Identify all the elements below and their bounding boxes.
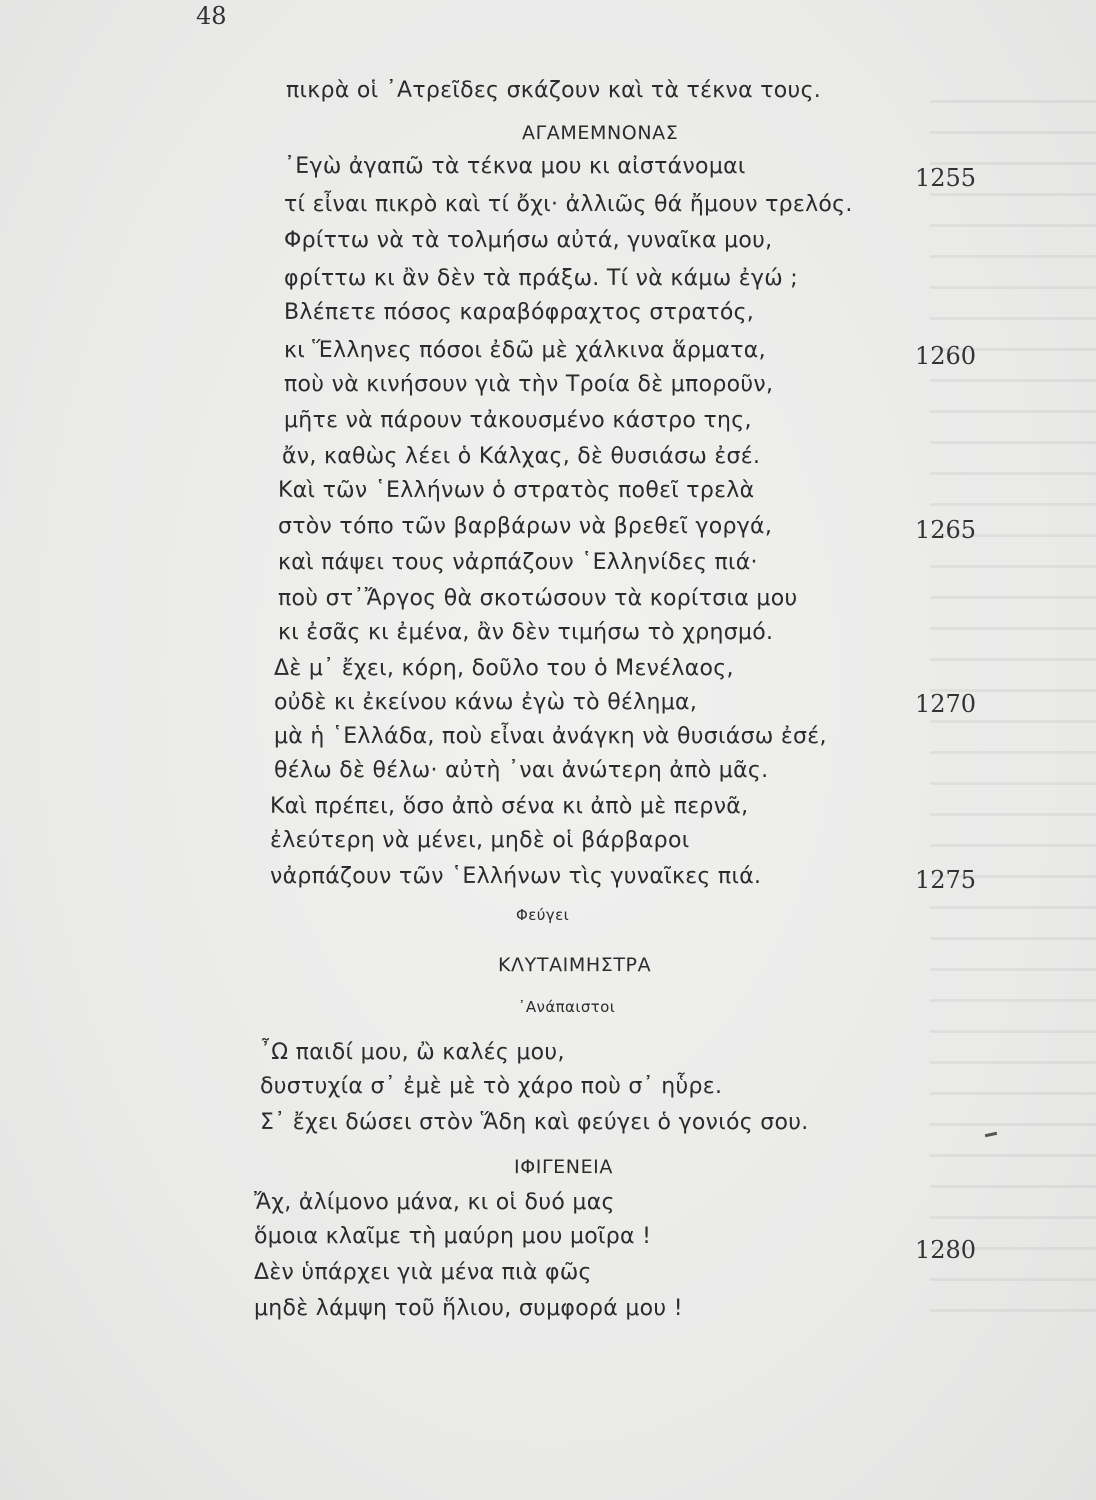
line-number: 1270: [915, 690, 977, 718]
verse-line: ὅμοια κλαῖμε τὴ μαύρη μου μοῖρα !: [254, 1224, 652, 1249]
verse-line: Δὲ μ᾿ ἔχει, κόρη, δοῦλο του ὁ Μενέλαος,: [274, 656, 734, 681]
verse-line: στὸν τόπο τῶν βαρβάρων νὰ βρεθεῖ γοργά,: [278, 514, 773, 539]
verse-line: Καὶ τῶν ῾Ελλήνων ὁ στρατὸς ποθεῖ τρελὰ: [278, 478, 755, 503]
page-number: 48: [196, 2, 227, 30]
verse-line: καὶ πάψει τους νἀρπάζουν ῾Ελληνίδες πιά·: [278, 550, 758, 575]
verse-line: ῏Ω παιδί μου, ὢ καλές μου,: [260, 1040, 565, 1065]
line-number: 1265: [915, 516, 977, 544]
verse-line: ἄν, καθὼς λέει ὁ Κάλχας, δὲ θυσιάσω ἐσέ.: [282, 444, 761, 469]
verse-line: μῆτε νὰ πάρουν τἀκουσμένο κάστρο της,: [284, 408, 752, 433]
verse-line: ᾿Εγὼ ἀγαπῶ τὰ τέκνα μου κι αἰστάνομαι: [284, 154, 746, 179]
verse-line: δυστυχία σ᾿ ἐμὲ μὲ τὸ χάρο ποὺ σ᾿ ηὗρε.: [260, 1074, 723, 1099]
verse-line: Βλέπετε πόσος καραβόφραχτος στρατός,: [284, 300, 755, 325]
verse-line: ποὺ νὰ κινήσουν γιὰ τὴν Τροία δὲ μποροῦν,: [284, 372, 774, 397]
verse-line: οὐδὲ κι ἐκείνου κάνω ἐγὼ τὸ θέλημα,: [274, 690, 698, 715]
stage-direction: Φεύγει: [516, 906, 570, 924]
verse-line: Καὶ πρέπει, ὅσο ἀπὸ σένα κι ἀπὸ μὲ περνᾶ,: [270, 794, 749, 819]
verse-line: φρίττω κι ἂν δὲν τὰ πράξω. Τί νὰ κάμω ἐγώ ;: [284, 266, 798, 291]
verse-line: κι Ἕλληνες πόσοι ἐδῶ μὲ χάλκινα ἅρματα,: [284, 338, 766, 363]
verse-line: μηδὲ λάμψη τοῦ ἥλιου, συμφορά μου !: [254, 1296, 683, 1321]
speaker-name: ΚΛΥΤΑΙΜΗΣΤΡΑ: [498, 954, 652, 976]
verse-line: Φρίττω νὰ τὰ τολμήσω αὐτά, γυναῖκα μου,: [284, 228, 773, 253]
verse-line: Σ᾿ ἔχει δώσει στὸν Ἅδη καὶ φεύγει ὁ γονιός σου.: [260, 1110, 809, 1135]
verse-line: κι ἐσᾶς κι ἐμένα, ἂν δὲν τιμήσω τὸ χρησμό.: [278, 620, 774, 645]
line-number: 1280: [915, 1236, 977, 1264]
verse-line: ἐλεύτερη νὰ μένει, μηδὲ οἱ βάρβαροι: [270, 828, 690, 853]
verse-line: τί εἶναι πικρὸ καὶ τί ὄχι· ἀλλιῶς θά ἤμουν τρελός.: [284, 192, 853, 217]
speaker-name: ΑΓΑΜΕΜΝΟΝΑΣ: [522, 122, 679, 144]
verse-line: ποὺ στ᾿Ἄργος θὰ σκοτώσουν τὰ κορίτσια μου: [278, 586, 798, 611]
speaker-name: ΙΦΙΓΕΝΕΙΑ: [514, 1156, 613, 1178]
verse-line: Ἄχ, ἀλίμονο μάνα, κι οἱ δυό μας: [254, 1190, 615, 1215]
line-number: 1260: [915, 342, 977, 370]
verse-line: θέλω δὲ θέλω· αὐτὴ ᾿ναι ἀνώτερη ἀπὸ μᾶς.: [274, 758, 769, 783]
verse-line: νἀρπάζουν τῶν ῾Ελλήνων τὶς γυναῖκες πιά.: [270, 864, 762, 889]
verse-line: μὰ ἡ ῾Ελλάδα, ποὺ εἶναι ἀνάγκη νὰ θυσιάσω ἐσέ,: [274, 724, 827, 749]
line-number: 1255: [915, 164, 977, 192]
verse-line: πικρὰ οἱ ᾿Ατρεῖδες σκάζουν καὶ τὰ τέκνα τους.: [286, 78, 822, 103]
stage-direction: ᾿Ανάπαιστοι: [518, 998, 616, 1016]
line-number: 1275: [915, 866, 977, 894]
verse-line: Δὲν ὑπάρχει γιὰ μένα πιὰ φῶς: [254, 1260, 592, 1285]
